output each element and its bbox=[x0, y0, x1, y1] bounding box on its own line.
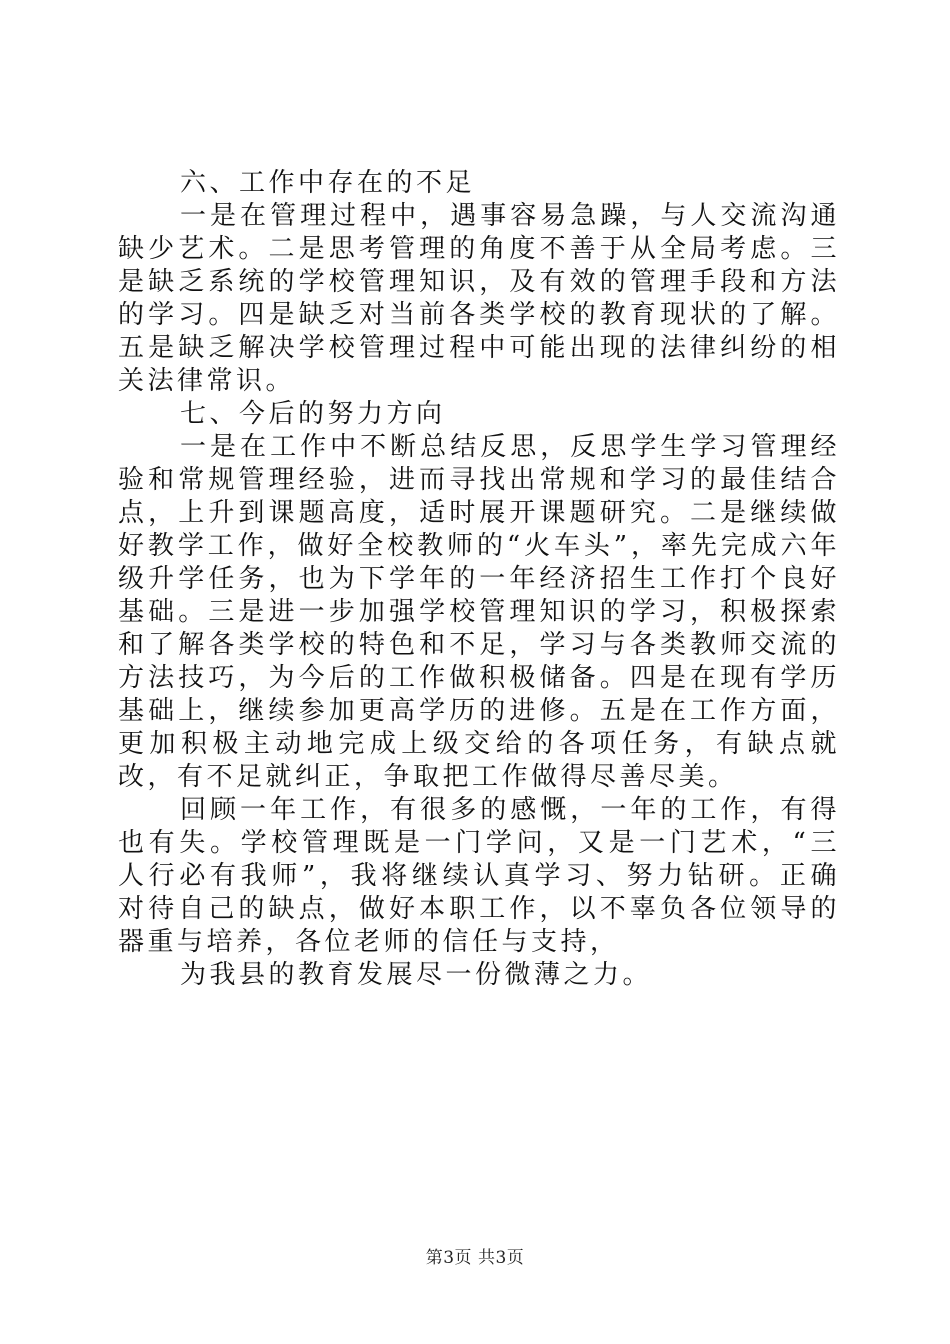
section-heading-shortcomings: 六、工作中存在的不足 bbox=[180, 168, 476, 198]
paragraph-closing: 为我县的教育发展尽一份微薄之力。 bbox=[180, 960, 653, 990]
paragraph-shortcomings: 一是在管理过程中，遇事容易急躁，与人交流沟通缺少艺术。二是思考管理的角度不善于从全局考虑。三是缺乏系统的学校管理知识，及有效的管理手段和方法的学习。四是缺乏对当前各类学校的教育现状的了解。五是缺乏解决学校管理过程中可能出现的法律纠纷的相关法律常识。 bbox=[118, 201, 840, 396]
paragraph-future-direction: 一是在工作中不断总结反思，反思学生学习管理经验和常规管理经验，进而寻找出常规和学习的最佳结合点，上升到课题高度，适时展开课题研究。二是继续做好教学工作，做好全校教师的“火车头”，率先完成六年级升学任务，也为下学年的一年经济招生工作打个良好基础。三是进一步加强学校管理知识的学习，积极探索和了解各类学校的特色和不足，学习与各类教师交流的方法技巧，为今后的工作做积极储备。四是在现有学历基础上，继续参加更高学历的进修。五是在工作方面，更加积极主动地完成上级交给的各项任务，有缺点就改，有不足就纠正，争取把工作做得尽善尽美。 bbox=[118, 432, 840, 792]
paragraph-review: 回顾一年工作，有很多的感慨，一年的工作，有得也有失。学校管理既是一门学问，又是一门艺术，“三人行必有我师”，我将继续认真学习、努力钻研。正确对待自己的缺点，做好本职工作，以不辜负各位领导的器重与培养，各位老师的信任与支持， bbox=[118, 795, 840, 957]
document-body bbox=[118, 167, 840, 992]
page-number-footer: 第3页 共3页 bbox=[425, 1248, 525, 1268]
section-heading-future-direction: 七、今后的努力方向 bbox=[180, 399, 446, 429]
